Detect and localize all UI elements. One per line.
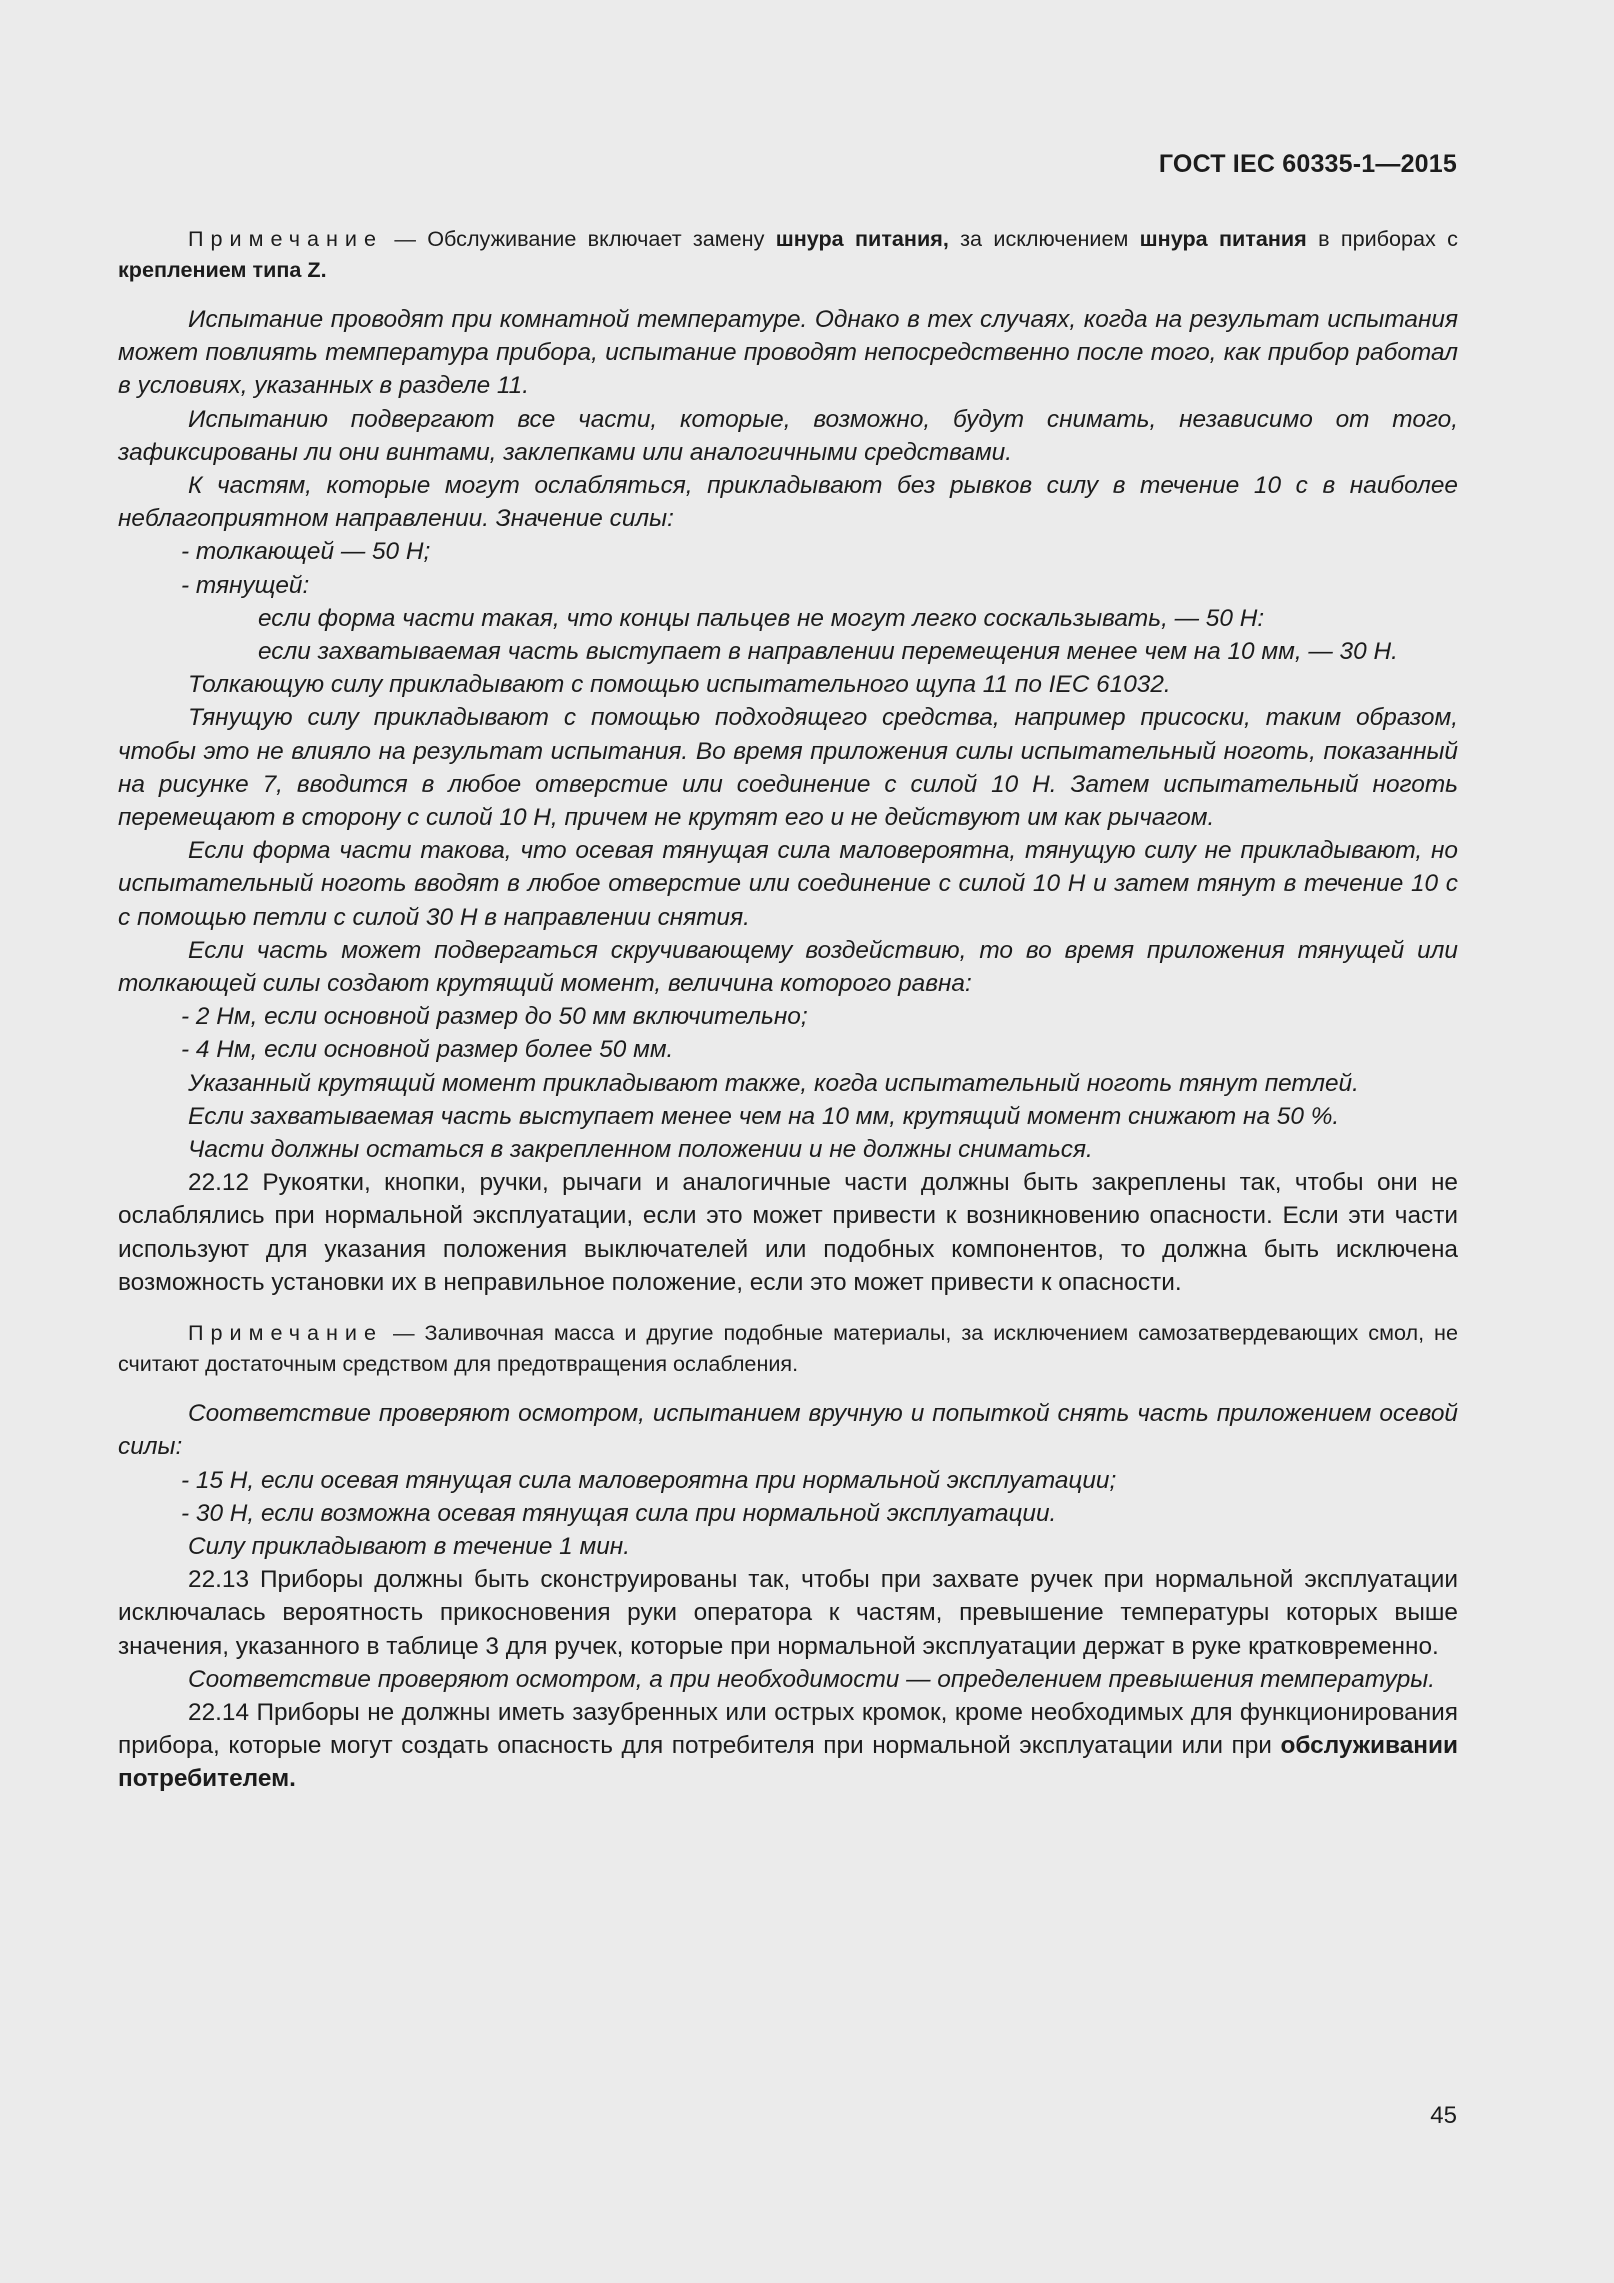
paragraph: К частям, которые могут ослабляться, прикладывают без рывков силу в течение 10 с в наиболее неблагоприятном направлении. Значение силы:	[118, 472, 1458, 533]
clause-22-14: 22.14 Приборы не должны иметь зазубренных или острых кромок, кроме необходимых для функционирования прибора, которые могут создать опасность для потребителя при нормальной эксплуатации или при обслуживании потребителем.	[118, 1698, 1458, 1793]
page-number: 45	[1430, 2102, 1457, 2129]
note-label: Примечание	[188, 226, 383, 251]
clause-22-13: 22.13 Приборы должны быть сконструированы так, чтобы при захвате ручек при нормальной эксплуатации исключалась вероятность прикосновения руки оператора к частям, превышение температуры которых выше значения, указанного в таблице 3 для ручек, которые при нормальной эксплуатации держат в руке кратковременно.	[118, 1566, 1458, 1660]
list-item: - 2 Нм, если основной размер до 50 мм включительно;	[181, 1003, 808, 1031]
note-label: Примечание	[188, 1320, 383, 1346]
paragraph: Если форма части такова, что осевая тянущая сила маловероятна, тянущую силу не прикладывают, но испытательный ноготь вводят в любое отверстие или соединение с силой 10 Н и затем тянут в течение 10 с с помощью петли с силой 30 Н в направлении снятия.	[118, 837, 1458, 931]
note-potting: Примечание — Заливочная масса и другие подобные материалы, за исключением самозатвердевающих смол, не считают достаточным средством для предотвращения ослабления.	[118, 1320, 1458, 1377]
paragraph: Силу прикладывают в течение 1 мин.	[188, 1532, 631, 1560]
note-maintenance: Примечание — Обслуживание включает замену шнура питания, за исключением шнура питания в приборах с креплением типа Z.	[118, 226, 1458, 282]
list-item: - 15 Н, если осевая тянущая сила маловероятна при нормальной эксплуатации;	[181, 1466, 1117, 1494]
sub-item: если форма части такая, что концы пальцев не могут легко соскальзывать, — 50 Н:	[258, 604, 1265, 632]
paragraph: Испытанию подвергают все части, которые, возможно, будут снимать, независимо от того, зафиксированы ли они винтами, заклепками или аналогичными средствами.	[118, 405, 1458, 466]
paragraph: Указанный крутящий момент прикладывают также, когда испытательный ноготь тянут петлей.	[188, 1069, 1359, 1097]
paragraph: Испытание проводят при комнатной температуре. Однако в тех случаях, когда на результат испытания может повлиять температура прибора, испытание проводят непосредственно после того, как прибор работал в условиях, указанных в разделе 11.	[118, 306, 1458, 400]
document-body	[118, 223, 1458, 1796]
paragraph: Соответствие проверяют осмотром, испытанием вручную и попыткой снять часть приложением осевой силы:	[118, 1400, 1458, 1461]
document-code: ГОСТ IEC 60335-1—2015	[1158, 150, 1457, 178]
paragraph: Если захватываемая часть выступает менее чем на 10 мм, крутящий момент снижают на 50 %.	[188, 1102, 1340, 1130]
paragraph: Тянущую силу прикладывают с помощью подходящего средства, например присоски, таким образом, чтобы это не влияло на результат испытания. Во время приложения силы испытательный ноготь, показанный на рисунке 7, вводится в любое отверстие или соединение с силой 10 Н. Затем испытательный ноготь перемещают в сторону с силой 10 Н, причем не крутят его и не действуют им как рычагом.	[118, 704, 1458, 832]
list-item: - 4 Нм, если основной размер более 50 мм.	[181, 1036, 674, 1064]
list-item: - толкающей — 50 Н;	[181, 538, 431, 566]
list-item: - 30 Н, если возможна осевая тянущая сила при нормальной эксплуатации.	[181, 1499, 1057, 1527]
paragraph: Если часть может подвергаться скручивающему воздействию, то во время приложения тянущей или толкающей силы создают крутящий момент, величина которого равна:	[118, 936, 1458, 998]
sub-item: если захватываемая часть выступает в направлении перемещения менее чем на 10 мм, — 30 Н.	[258, 638, 1398, 666]
paragraph: Толкающую силу прикладывают с помощью испытательного щупа 11 по IEC 61032.	[188, 671, 1171, 699]
list-item: - тянущей:	[181, 571, 310, 599]
clause-22-12: 22.12 Рукоятки, кнопки, ручки, рычаги и аналогичные части должны быть закреплены так, чтобы они не ослаблялись при нормальной эксплуатации, если это может привести к возникновению опасности. Если эти части используют для указания положения выключателей или подобных компонентов, то должна быть исключена возможность установки их в неправильное положение, если это может привести к опасности.	[118, 1169, 1458, 1296]
paragraph: Части должны остаться в закрепленном положении и не должны сниматься.	[188, 1136, 1093, 1164]
paragraph: Соответствие проверяют осмотром, а при необходимости — определением превышения температуры.	[188, 1665, 1435, 1693]
